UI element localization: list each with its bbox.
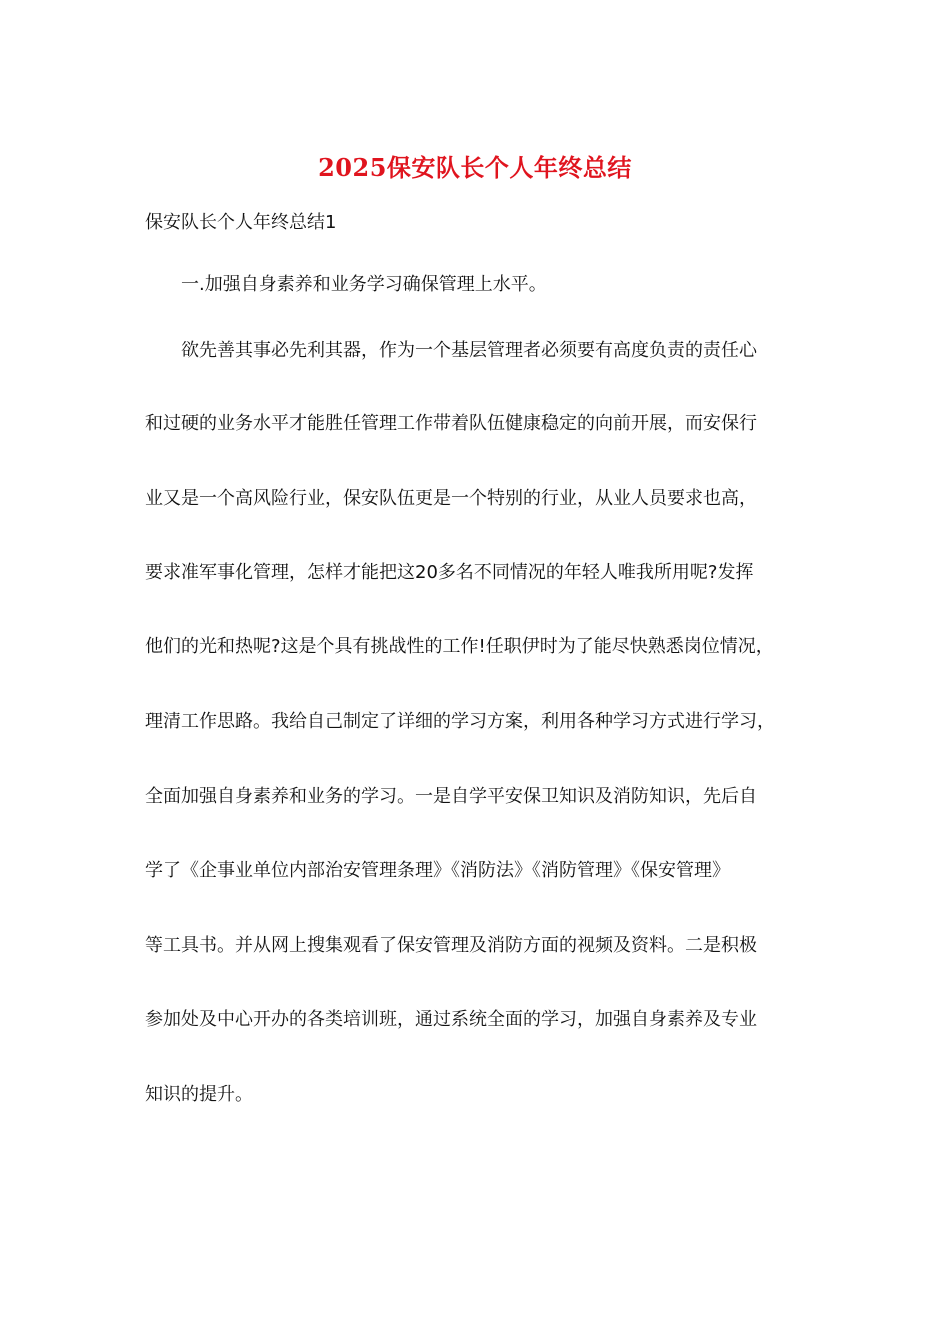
paragraph-line: 业又是一个高风险行业，保安队伍更是一个特别的行业，从业人员要求也高， [145,488,757,509]
paragraph-line: 等工具书。并从网上搜集观看了保安管理及消防方面的视频及资料。二是积极 [145,935,757,956]
paragraph-line: 全面加强自身素养和业务的学习。一是自学平安保卫知识及消防知识，先后自 [145,786,757,807]
document-subtitle: 保安队长个人年终总结1 [145,212,337,233]
paragraph-line: 参加处及中心开办的各类培训班，通过系统全面的学习，加强自身素养及专业 [145,1009,757,1030]
document-title: 2025保安队长个人年终总结 [318,153,632,182]
paragraph-line: 要求准军事化管理，怎样才能把这20多名不同情况的年轻人唯我所用呢?发挥 [145,562,754,583]
paragraph-line: 学了《企事业单位内部治安管理条理》《消防法》《消防管理》《保安管理》 [145,860,730,881]
paragraph-line: 欲先善其事必先利其器，作为一个基层管理者必须要有高度负责的责任心 [145,340,757,361]
paragraph-line: 他们的光和热呢?这是个具有挑战性的工作!任职伊时为了能尽快熟悉岗位情况， [145,636,774,657]
paragraph-line: 知识的提升。 [145,1084,253,1105]
paragraph-line: 和过硬的业务水平才能胜任管理工作带着队伍健康稳定的向前开展，而安保行 [145,413,757,434]
paragraph-line: 理清工作思路。我给自己制定了详细的学习方案，利用各种学习方式进行学习， [145,711,775,732]
section-heading: 一.加强自身素养和业务学习确保管理上水平。 [181,274,547,295]
